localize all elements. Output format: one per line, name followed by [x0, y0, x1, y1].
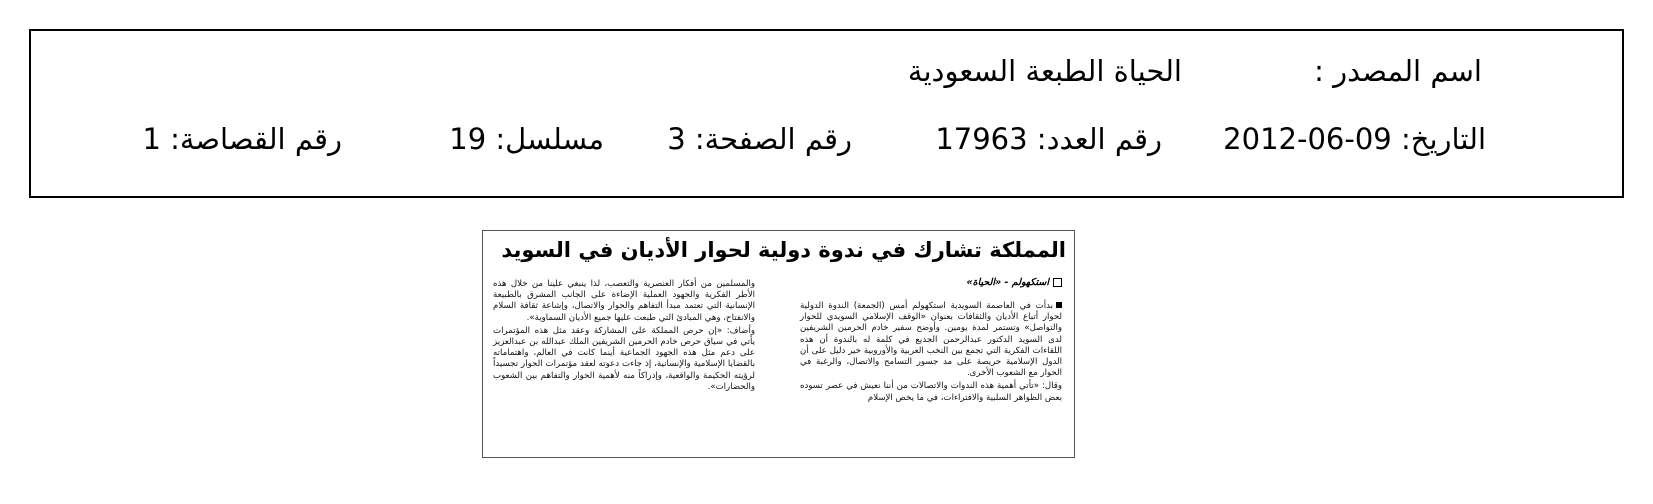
source-label: اسم المصدر :: [1314, 54, 1482, 88]
dateline-text: استكهولم - «الحياة»: [966, 277, 1049, 288]
issue-number-field: رقم العدد: 17963: [935, 122, 1162, 156]
article-paragraph: والمسلمين من أفكار العنصرية والتعصب، لذا ينبغي علينا من خلال هذه الأطر الفكرية والجهود العملية الإضاءة على الجانب المشرق بالطبيعة الإنسانية التي تعتمد مبدأ التفاهم والحوار والاتصال، وإشاعة ثقافة السلام والانفتاح، وهي المبادئ التي طبعت عليها جميع الأديان السماوية».: [493, 279, 755, 323]
newspaper-clipping: [482, 230, 1075, 458]
serial-field: مسلسل: 19: [449, 122, 604, 156]
article-column-left: [493, 279, 755, 395]
article-column-right: [800, 301, 1062, 406]
article-paragraph: وأضاف: «إن حرص المملكة على المشاركة وعقد مثل هذه المؤتمرات يأتي في سياق حرص خادم الحرمين الشريفين الملك عبدالله بن عبدالعزيز على دعم مثل هذه الجهود الجماعية أينما كانت في العالم، واهتماماته بالقضايا الإسلامية والإنسانية، إذ جاءت دعوته لعقد مؤتمرات الحوار تجسيداً لرؤيته الحكيمة والواقعية، وإدراكاً منه لأهمية الحوار والتفاهم بين الشعوب والحضارات».: [493, 325, 755, 392]
date-field: التاريخ: 09-06-2012: [1223, 122, 1486, 156]
article-paragraph: بدأت في العاصمة السويدية استكهولم أمس (الجمعة) الندوة الدولية لحوار أتباع الأديان والثقافات بعنوان «الوقف الإسلامي السويدي للحوار والتواصل» وتستمر لمدة يومين. وأوضح سفير خادم الحرمين الشريفين لدى السويد الدكتور عبدالرحمن الجديع في كلمة له بالندوة أن هذه اللقاءات الفكرية التي تجمع بين النخب العربية والأوروبية خير دليل على أن الدول الإسلامية حريصة على مد جسور التسامح والاتصال، والرغبة في الحوار مع الشعوب الأخرى.: [800, 301, 1062, 379]
paragraph-bullet-icon: [1056, 302, 1062, 308]
page-number-field: رقم الصفحة: 3: [667, 122, 852, 156]
source-metadata-box: [29, 29, 1624, 198]
source-value: الحياة الطبعة السعودية: [907, 54, 1182, 88]
clipping-number-field: رقم القصاصة: 1: [142, 122, 342, 156]
article-dateline: [966, 277, 1062, 288]
square-bullet-icon: [1053, 278, 1062, 287]
article-headline: المملكة تشارك في ندوة دولية لحوار الأديان في السويد: [501, 238, 1066, 262]
article-paragraph: وقال: «تأتي أهمية هذه الندوات والاتصالات من أننا نعيش في عصر تسوده بعض الظواهر السلبية والافتراءات، في ما يخص الإسلام: [800, 381, 1062, 403]
